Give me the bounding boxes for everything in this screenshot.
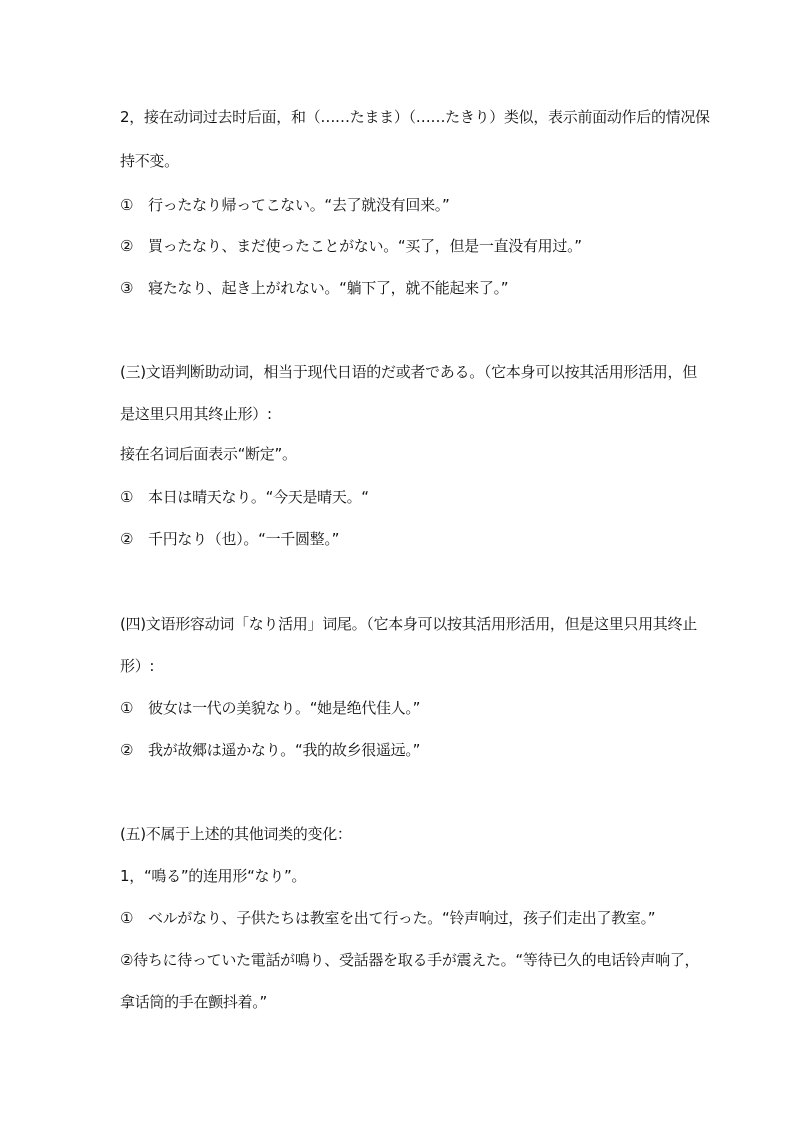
section-2-example-2 <box>120 235 690 257</box>
section-4-example-1 <box>120 697 690 719</box>
example-text: ベルがなり、子供たちは教室を出て行った。“铃声响过，孩子们走出了教室。” <box>148 909 656 927</box>
example-text: 買ったなり、まだ使ったことがない。“买了，但是一直没有用过。” <box>148 237 582 255</box>
example-number: ② <box>120 237 134 255</box>
section-5-line-2: 1，“鳴る”的连用形“なり”。 <box>120 867 307 885</box>
section-3-line-3: 接在名词后面表示“断定”。 <box>120 445 297 463</box>
example-number: ② <box>120 530 134 548</box>
example-number: ② <box>120 741 134 759</box>
example-number: ③ <box>120 279 134 297</box>
section-5-example-1 <box>120 907 690 929</box>
example-number: ① <box>120 909 134 927</box>
example-number: ① <box>120 196 134 214</box>
section-4-example-2 <box>120 739 690 761</box>
section-2-line-2: 持不变。 <box>120 152 179 170</box>
example-text: 本日は晴天なり。“今天是晴天。“ <box>148 488 369 506</box>
section-3-line-1: (三)文语判断助动词，相当于现代日语的だ或者である。（它本身可以按其活用形活用，但 <box>120 363 697 381</box>
section-3-example-2 <box>120 528 690 550</box>
section-4-line-2: 形）: <box>120 657 155 675</box>
section-4-line-1: (四)文语形容动词「なり活用」词尾。（它本身可以按其活用形活用，但是这里只用其终止 <box>120 615 697 633</box>
example-number: ① <box>120 699 134 717</box>
section-2-line-1: 2，接在动词过去时后面，和（……たまま）（……たきり）类似，表示前面动作后的情况保 <box>120 108 710 126</box>
section-2-example-3 <box>120 277 690 299</box>
example-text: 千円なり（也）。“一千圆整。” <box>148 530 340 548</box>
example-text: 我が故郷は遥かなり。“我的故乡很遥远。” <box>148 741 421 759</box>
example-text: 寝たなり、起き上がれない。“躺下了，就不能起来了。” <box>148 279 509 297</box>
section-2-example-1 <box>120 194 690 216</box>
section-5-example-2-line-2: 拿话筒的手在颤抖着。” <box>120 993 267 1011</box>
section-5-example-2-line-1: ②待ちに待っていた電話が鳴り、受話器を取る手が震えた。“等待已久的电话铃声响了， <box>120 951 700 969</box>
example-text: 彼女は一代の美貌なり。“她是绝代佳人。” <box>148 699 421 717</box>
example-number: ① <box>120 488 134 506</box>
section-3-example-1 <box>120 486 690 508</box>
section-3-line-2: 是这里只用其终止形）: <box>120 405 272 423</box>
example-text: 行ったなり帰ってこない。“去了就没有回来。” <box>148 196 450 214</box>
section-5-line-1: (五)不属于上述的其他词类的变化： <box>120 825 352 843</box>
